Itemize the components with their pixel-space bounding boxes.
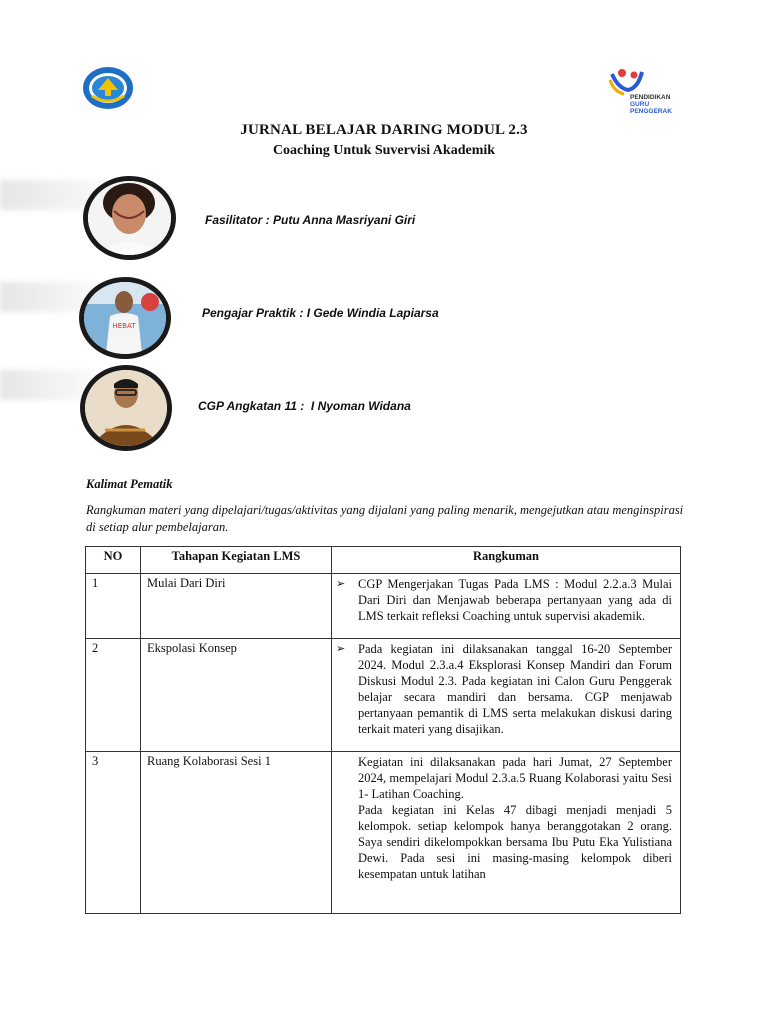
header-no: NO — [86, 547, 141, 574]
logo-text-line-3: PENGGERAK — [630, 108, 672, 115]
row-stage: Mulai Dari Diri — [141, 574, 332, 639]
pendidikan-guru-penggerak-logo — [608, 66, 690, 116]
summary-point: ➢ Pada kegiatan ini dilaksanakan tanggal 16-20 September 2024. Modul 2.3.a.4 Eksplorasi Konsep Mandiri dan Forum Diskusi Modul 2.3. Pada kegiatan ini Calon Guru Penggerak belajar secara mandiri dan bersama. CGP menjawab pertanyaan pemantik di LMS serta melakukan diskusi daring terkait materi yang disajikan. — [358, 641, 672, 737]
section-heading: Kalimat Pematik — [86, 477, 173, 491]
row-summary — [332, 639, 681, 752]
row-number: 1 — [86, 574, 141, 639]
summary-point: ➢ CGP Mengerjakan Tugas Pada LMS : Modul 2.2.a.3 Mulai Dari Diri dan Menjawab beberapa pertanyaan yang ada di LMS terkait refleksi Coaching untuk supervisi akademik. — [358, 576, 672, 624]
row-number: 3 — [86, 752, 141, 914]
document-subtitle: Coaching Untuk Suvervisi Akademik — [272, 143, 496, 158]
cgp-photo — [80, 365, 172, 451]
summary-point: ➢ Pada kegiatan ini Kelas 47 dibagi menjadi menjadi 5 kelompok. setiap kelompok hanya beranggotakan 2 orang. Saya sendiri dikelompokkan bersama Ibu Putu Eka Yulistiana Dewi. Pada sesi ini masing-masing kelompok diberi kesempatan untuk latihan — [358, 802, 672, 882]
facilitator-label: Fasilitator : Putu Anna Masriyani Giri — [205, 213, 416, 227]
cgp-label: CGP Angkatan 11 : I Nyoman Widana — [198, 399, 411, 413]
facilitator-photo — [83, 176, 176, 260]
table-row — [86, 574, 681, 639]
row-summary — [332, 752, 681, 914]
summary-point: ➢ Kegiatan ini dilaksanakan pada hari Jumat, 27 September 2024, mempelajari Modul 2.3.a.5 Ruang Kolaborasi yaitu Sesi 1- Latihan Coaching. — [358, 754, 672, 802]
row-number: 2 — [86, 639, 141, 752]
document-title: JURNAL BELAJAR DARING MODUL 2.3 — [240, 122, 528, 138]
row-stage: Ruang Kolaborasi Sesi 1 — [141, 752, 332, 914]
logo-text-line-2: GURU — [630, 101, 650, 108]
row-summary — [332, 574, 681, 639]
header-summary: Rangkuman — [332, 547, 681, 574]
row-stage: Ekspolasi Konsep — [141, 639, 332, 752]
table-header-row — [86, 547, 681, 574]
mentor-label: Pengajar Praktik : I Gede Windia Lapiarsa — [202, 306, 439, 320]
mentor-photo — [79, 277, 171, 359]
tut-wuri-handayani-logo — [82, 66, 134, 110]
lms-activities-table — [85, 546, 681, 914]
svg-text:HEBAT: HEBAT — [112, 322, 136, 330]
header-stage: Tahapan Kegiatan LMS — [141, 547, 332, 574]
table-row — [86, 752, 681, 914]
logo-text-line-1: PENDIDIKAN — [630, 94, 671, 101]
table-row — [86, 639, 681, 752]
intro-paragraph: Rangkuman materi yang dipelajari/tugas/aktivitas yang dijalani yang paling menarik, mengejutkan atau menginspirasi di setiap alur pembelajaran. — [86, 503, 684, 534]
